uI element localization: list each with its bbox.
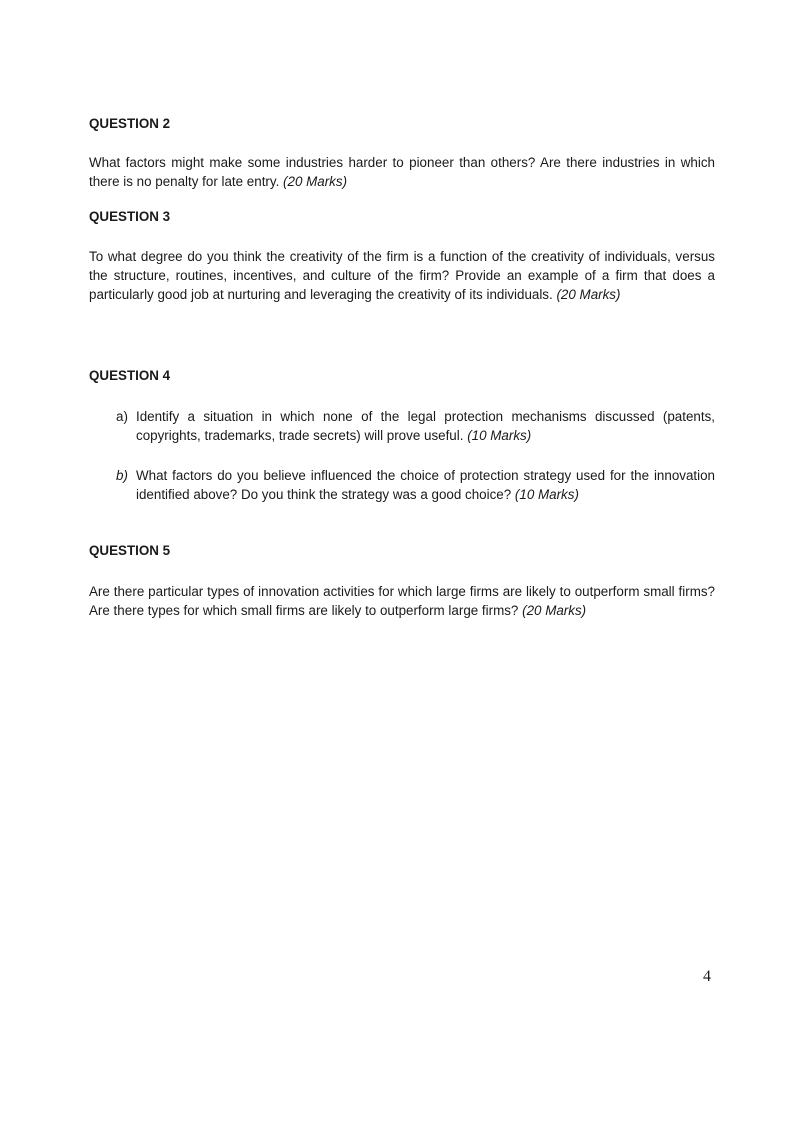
marks: (20 Marks) bbox=[283, 174, 348, 189]
question-text: Identify a situation in which none of the legal protection mechanisms discussed (patents, copyrights, trademarks, trade secrets) will prove useful. bbox=[136, 409, 715, 443]
question-4a bbox=[117, 407, 715, 445]
page-number: 4 bbox=[703, 968, 711, 985]
marks: (10 Marks) bbox=[514, 487, 579, 502]
question-4b bbox=[117, 466, 715, 504]
question-2-heading: QUESTION 2 bbox=[89, 116, 171, 131]
marks: (20 Marks) bbox=[522, 603, 587, 618]
marks: (20 Marks) bbox=[556, 287, 621, 302]
question-4-heading: QUESTION 4 bbox=[89, 368, 171, 383]
question-5-heading: QUESTION 5 bbox=[89, 543, 171, 558]
item-label: a) bbox=[116, 409, 128, 424]
question-2-text bbox=[89, 153, 715, 191]
question-text: What factors might make some industries harder to pioneer than others? Are there industries in which there is no penalty for late entry. bbox=[89, 155, 715, 189]
question-text: Are there particular types of innovation activities for which large firms are likely to outperform small firms? Are there types for which small firms are likely to outperform large firms? bbox=[89, 584, 715, 618]
question-3-text bbox=[89, 247, 715, 304]
question-text: What factors do you believe influenced the choice of protection strategy used for the innovation identified above? Do you think the strategy was a good choice? bbox=[136, 468, 715, 502]
question-text: To what degree do you think the creativity of the firm is a function of the creativity of individuals, versus the structure, routines, incentives, and culture of the firm? Provide an example of a firm that does a particularly good job at nurturing and leveraging the creativity of its individuals. bbox=[89, 249, 715, 302]
marks: (10 Marks) bbox=[467, 428, 532, 443]
question-3-heading: QUESTION 3 bbox=[89, 209, 171, 224]
question-5-text bbox=[89, 582, 715, 620]
item-label: b) bbox=[116, 468, 128, 483]
